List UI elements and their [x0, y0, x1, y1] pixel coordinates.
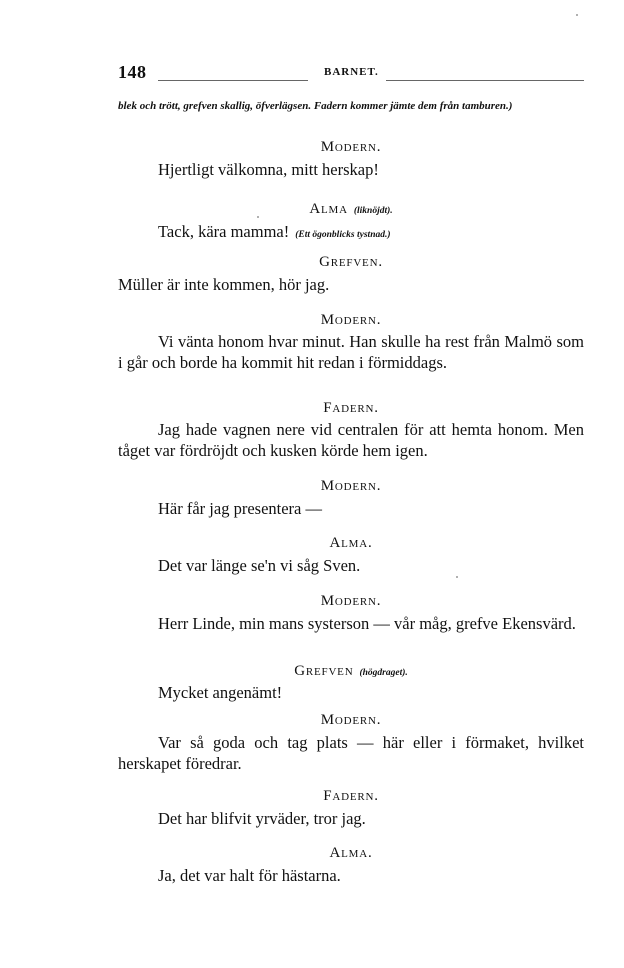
- speaker-direction: (högdraget).: [359, 668, 408, 678]
- speaker-label: Fadern.: [323, 788, 379, 804]
- speaker-name: [118, 592, 584, 610]
- dialogue-line: [118, 221, 584, 246]
- speaker-name: [118, 662, 584, 682]
- speaker-label: Alma.: [329, 845, 373, 861]
- scan-speck: [456, 576, 458, 578]
- header-rule-right: [386, 80, 584, 81]
- dialogue-line: Mycket angenämt!: [158, 683, 283, 702]
- speaker-name: [118, 534, 584, 552]
- dialogue-line: Var så goda och tag plats — här eller i förmaket, hvilket herskapet föredrar.: [118, 733, 584, 773]
- running-head: BARNET.: [324, 66, 379, 78]
- speaker-name: [118, 253, 584, 271]
- speaker-name: [118, 477, 584, 495]
- dialogue-line: Här får jag presentera —: [158, 499, 322, 518]
- speaker-label: Modern.: [320, 312, 382, 328]
- speaker-name: [118, 787, 584, 805]
- header-rule-left: [158, 80, 308, 81]
- scan-speck: [576, 14, 578, 16]
- speaker-name: [118, 711, 584, 729]
- inline-stage-direction: (Ett ögonblicks tystnad.): [295, 230, 391, 240]
- dialogue-line: Jag hade vagnen nere vid centralen för att hemta honom. Men tåget var fördröjdt och kusken körde hem igen.: [118, 420, 584, 460]
- dialogue-line: Hjertligt välkomna, mitt herskap!: [158, 160, 379, 179]
- scan-speck: [257, 216, 259, 218]
- stage-direction-opening: blek och trött, grefven skallig, öfverlägsen. Fadern kommer jämte dem från tamburen.): [118, 100, 513, 112]
- speaker-label: Alma: [309, 201, 348, 217]
- dialogue-text: Tack, kära mamma!: [158, 222, 290, 241]
- page-number: 148: [118, 62, 147, 82]
- dialogue-line: Vi vänta honom hvar minut. Han skulle ha rest från Malmö som i går och borde ha kommit hit redan i förmiddags.: [118, 332, 584, 372]
- speaker-name: [118, 844, 584, 862]
- dialogue-line: Det har blifvit yrväder, tror jag.: [158, 809, 366, 828]
- speaker-label: Modern.: [320, 139, 382, 155]
- dialogue-line: Det var länge se'n vi såg Sven.: [158, 556, 361, 575]
- speaker-direction: (liknöjdt).: [353, 206, 393, 216]
- speaker-label: Modern.: [320, 478, 382, 494]
- speaker-label: Modern.: [320, 593, 382, 609]
- speaker-label: Grefven: [294, 663, 354, 679]
- speaker-label: Grefven.: [319, 254, 383, 270]
- dialogue-line: Ja, det var halt för hästarna.: [158, 866, 341, 885]
- speaker-label: Alma.: [329, 535, 373, 551]
- speaker-name: [118, 311, 584, 329]
- speaker-label: Fadern.: [323, 400, 379, 416]
- speaker-name: [118, 200, 584, 220]
- page-header: [118, 62, 584, 80]
- dialogue-line: Müller är inte kommen, hör jag.: [118, 275, 330, 294]
- dialogue-line: Herr Linde, min mans systerson — vår måg, grefve Ekensvärd.: [158, 614, 576, 633]
- speaker-label: Modern.: [320, 712, 382, 728]
- speaker-name: [118, 399, 584, 417]
- speaker-name: [118, 138, 584, 156]
